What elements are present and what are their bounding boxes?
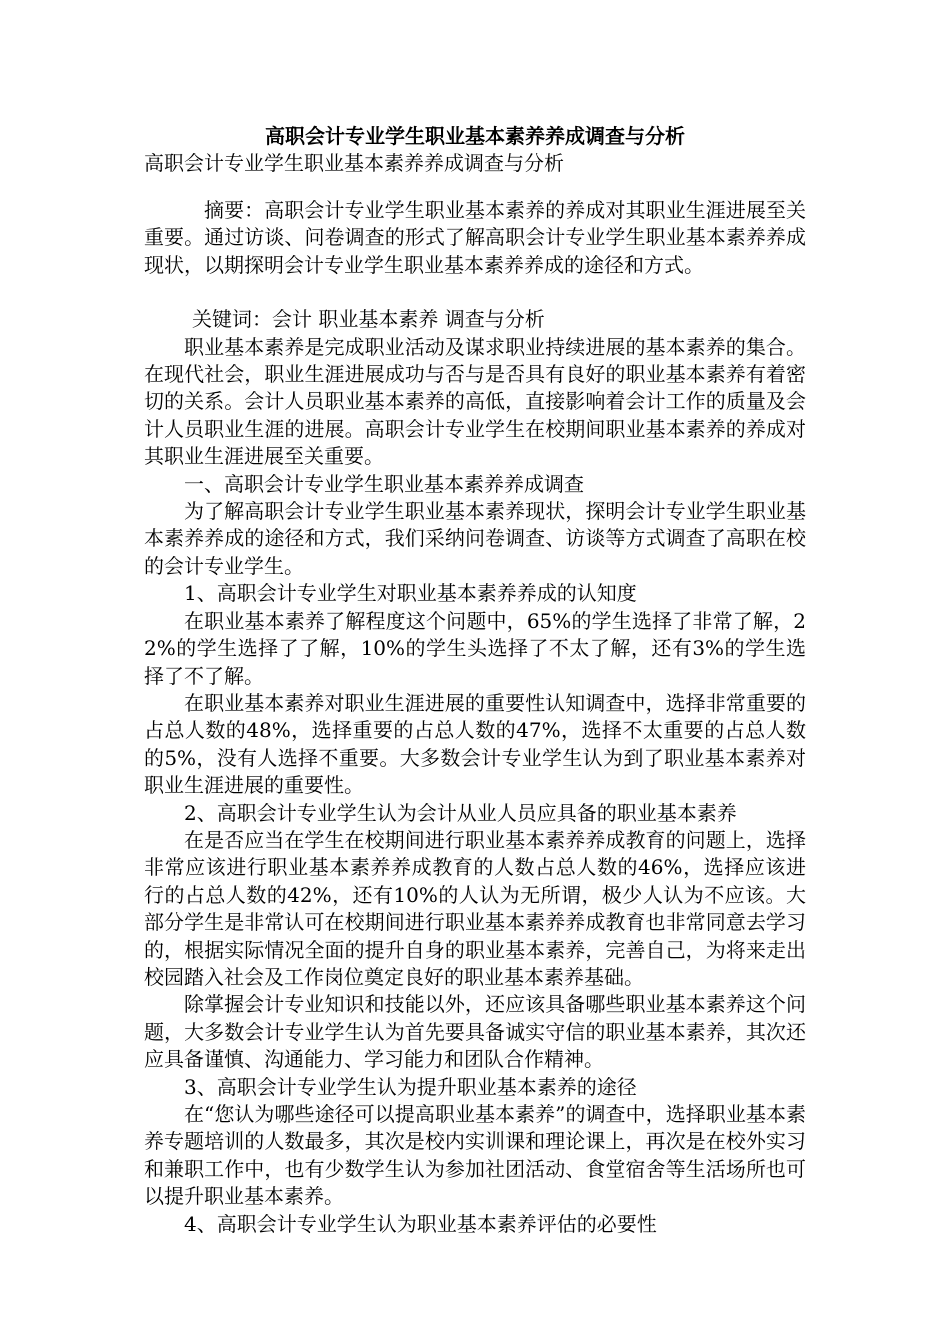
keywords-line: 关键词：会计 职业基本素养 调查与分析	[192, 307, 545, 332]
subsection-heading: 3、高职会计专业学生认为提升职业基本素养的途径	[184, 1074, 637, 1099]
body-paragraph: 除掌握会计专业知识和技能以外，还应该具备哪些职业基本素养这个问题，大多数会计专业学生认为首先要具备诚实守信的职业基本素养，其次还应具备谨慎、沟通能力、学习能力和团队合作精神。	[144, 992, 806, 1072]
body-paragraph: 在是否应当在学生在校期间进行职业基本素养养成教育的问题上，选择非常应该进行职业基本素养养成教育的人数占总人数的46%，选择应该进行的占总人数的42%，还有10%的人认为无所谓，极少人认为不应该。大部分学生是非常认可在校期间进行职业基本素养养成教育也非常同意去学习的，根据实际情况全面的提升自身的职业基本素养，完善自己，为将来走出校园踏入社会及工作岗位奠定良好的职业基本素养基础。	[144, 827, 806, 989]
body-paragraph: 在职业基本素养对职业生涯进展的重要性认知调查中，选择非常重要的占总人数的48%，选择重要的占总人数的47%，选择不太重要的占总人数的5%，没有人选择不重要。大多数会计专业学生认为到了职业基本素养对职业生涯进展的重要性。	[144, 690, 806, 798]
abstract-paragraph: 摘要：高职会计专业学生职业基本素养的养成对其职业生涯进展至关重要。通过访谈、问卷调查的形式了解高职会计专业学生职业基本素养养成现状，以期探明会计专业学生职业基本素养养成的途径和方式。	[144, 198, 806, 277]
body-paragraph: 在“您认为哪些途径可以提高职业基本素养”的调查中，选择职业基本素养专题培训的人数最多，其次是校内实训课和理论课上，再次是在校外实习和兼职工作中，也有少数学生认为参加社团活动、食堂宿舍等生活场所也可以提升职业基本素养。	[144, 1102, 806, 1209]
subsection-heading: 4、高职会计专业学生认为职业基本素养评估的必要性	[184, 1211, 657, 1236]
body-paragraph: 在职业基本素养了解程度这个问题中，65%的学生选择了非常了解，22%的学生选择了了解，10%的学生头选择了不太了解，还有3%的学生选择了不了解。	[144, 608, 806, 688]
section-heading: 一、高职会计专业学生职业基本素养养成调查	[184, 471, 584, 496]
body-paragraph: 为了解高职会计专业学生职业基本素养现状，探明会计专业学生职业基本素养养成的途径和方式，我们采纳问卷调查、访谈等方式调查了高职在校的会计专业学生。	[144, 499, 806, 578]
document-subtitle: 高职会计专业学生职业基本素养养成调查与分析	[144, 151, 564, 175]
subsection-heading: 2、高职会计专业学生认为会计从业人员应具备的职业基本素养	[184, 800, 737, 825]
body-paragraph: 职业基本素养是完成职业活动及谋求职业持续进展的基本素养的集合。在现代社会，职业生涯进展成功与否与是否具有良好的职业基本素养有着密切的关系。会计人员职业基本素养的高低，直接影响着会计工作的质量及会计人员职业生涯的进展。高职会计专业学生在校期间职业基本素养的养成对其职业生涯进展至关重要。	[144, 334, 806, 469]
subsection-heading: 1、高职会计专业学生对职业基本素养养成的认知度	[184, 581, 637, 606]
document-body	[144, 197, 806, 1238]
document-title: 高职会计专业学生职业基本素养养成调查与分析	[265, 124, 685, 148]
